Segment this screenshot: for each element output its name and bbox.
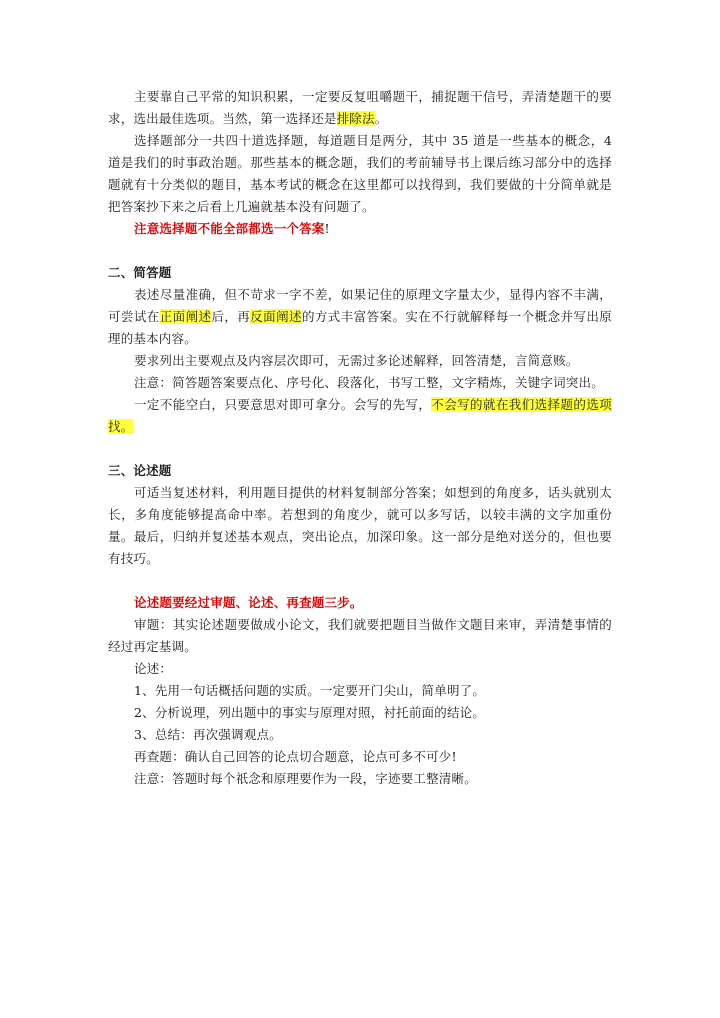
section-3-paragraph-5: 注意：答题时每个祇念和原理要作为一段，字迹要工整清晰。 — [134, 771, 477, 786]
section-3-paragraph-3: 论述： — [134, 661, 173, 676]
intro-note — [108, 218, 612, 240]
intro-paragraph-2: 选择题部分一共四十道选择题，每道题目是两分，其中 35 道是一些基本的概念，4 道是我们的时事政治题。那些基本的概念题，我们的考前辅导书上课后练习部分中的选择题就有十分类似的题目，基本考试的概念在这里都可以找得到，我们要做的十分简单就是把答案抄下来之后看上几遍就基本没有问题了。 — [108, 133, 612, 214]
section-2-paragraph-3: 注意：简答题答案要点化、序号化、段落化，书写工整，文字精炼，关键字词突出。 — [134, 375, 604, 390]
section-2-heading: 二、简答题 — [108, 265, 172, 280]
section-3-red-line — [108, 592, 612, 614]
section-2-paragraph-1 — [108, 284, 612, 350]
s2-p1-text-c: 的方式丰富答案。实在不行就解释每一个概念并写出原理的基本内容。 — [108, 309, 612, 346]
section-3-paragraph-1: 可适当复述材料，利用题目提供的材料复制部分答案；如想到的角度多，话头就别太长，多角度能够提高命中率。若想到的角度少，就可以多写话，以较丰满的文字加重份量。最后，归纳并复述基本观点，突出论点，加深印象。这一部分是绝对送分的，但也要有技巧。 — [108, 485, 612, 566]
red-note-steps: 论述题要经过审题、论述、再查题三步。 — [134, 595, 363, 610]
list-item: 3、总结：再次强调观点。 — [134, 727, 282, 742]
note-exclamation: ! — [324, 221, 330, 236]
list-item: 2、分析说理，列出题中的事实与原理对照，衬托前面的结论。 — [134, 705, 486, 720]
highlight-positive: 正面阐述 — [159, 309, 212, 324]
s2-p1-text-a: 表述尽量准确，但不苛求一字不差，如果记住的原理文字量太少，显得内容不丰满，可尝试在 — [108, 287, 612, 324]
section-3-heading: 三、论述题 — [108, 463, 172, 478]
section-3-paragraph-2: 审题：其实论述题要做成小论文，我们就要把题目当做作文题目来审，弄清楚事情的经过再定基调。 — [108, 617, 612, 654]
list-item: 1、先用一句话概括问题的实质。一定要开门尖山，简单明了。 — [134, 683, 486, 698]
s2-p4-text: 一定不能空白，只要意思对即可拿分。会写的先写， — [134, 397, 432, 412]
red-note-choice: 注意选择题不能全部都选一个答案 — [134, 221, 325, 236]
highlight-options: 不会写的就在我们选择题的选项找。 — [108, 397, 612, 434]
document-page — [108, 86, 612, 790]
highlight-elimination: 排除法 — [336, 111, 375, 126]
intro-paragraph-1 — [108, 86, 612, 130]
s2-p1-text-b: 后，再 — [211, 309, 251, 324]
intro-p1-end: 。 — [374, 111, 388, 126]
intro-p1-text: 主要靠自己平常的知识积累，一定要反复咀嚼题干，捕捉题干信号，弄清楚题干的要求，选出最佳选项。当然，第一选择还是 — [108, 89, 612, 126]
section-2-paragraph-2: 要求列出主要观点及内容层次即可，无需过多论述解释，回答清楚，言简意赅。 — [134, 353, 579, 368]
section-2-paragraph-4 — [108, 394, 612, 438]
highlight-negative: 反面阐述 — [250, 309, 302, 324]
section-3-paragraph-4: 再查题：确认自己回答的论点切合题意，论点可多不可少! — [134, 749, 457, 764]
